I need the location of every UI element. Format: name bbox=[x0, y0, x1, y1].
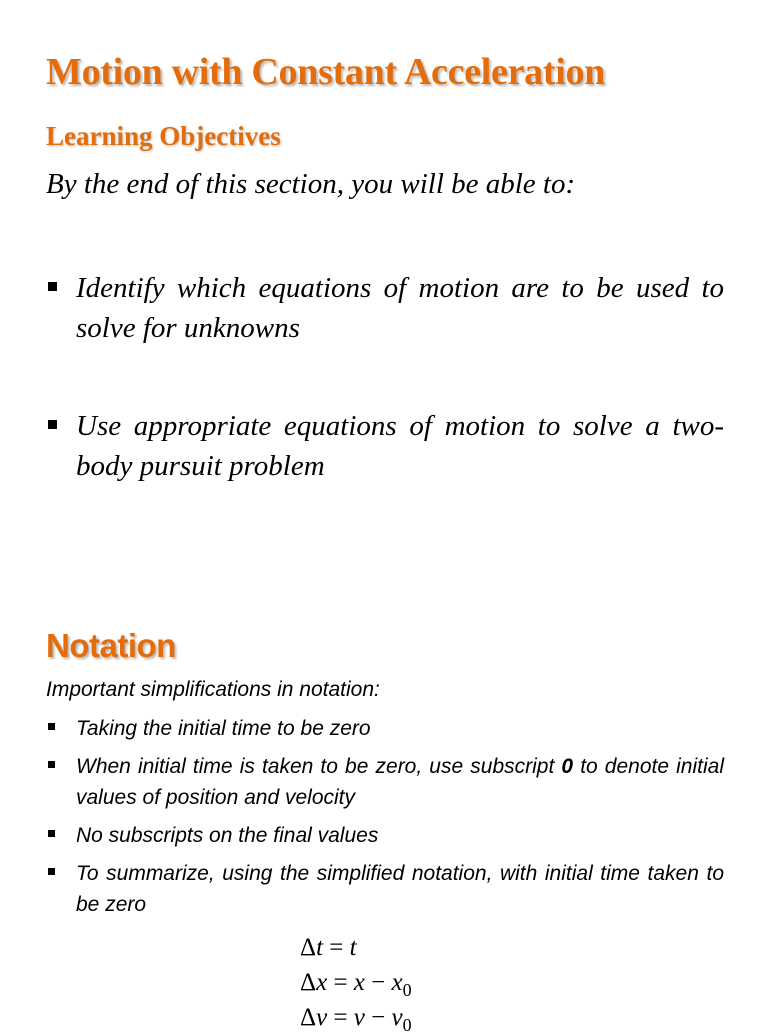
equation-rhs: v bbox=[353, 1004, 365, 1031]
slide-title: Notation bbox=[46, 627, 176, 664]
list-item bbox=[46, 406, 724, 486]
initial-variable: v bbox=[391, 1004, 403, 1031]
notation-text bbox=[76, 751, 724, 813]
notation-intro: Important simplifications in notation: bbox=[46, 678, 380, 701]
square-bullet-icon bbox=[48, 420, 57, 429]
notation-text-after: to denote initial values of position and velocity bbox=[76, 755, 725, 809]
slide-notation bbox=[0, 600, 768, 1035]
list-item bbox=[46, 268, 724, 348]
list-item bbox=[46, 820, 724, 851]
notation-text: Taking the initial time to be zero bbox=[76, 717, 371, 740]
section-subtitle: Learning Objectives bbox=[46, 121, 281, 151]
minus-sign: − bbox=[364, 969, 392, 996]
equation-delta-t bbox=[300, 930, 412, 965]
equals-sign: = bbox=[323, 934, 350, 961]
notation-text-before: When initial time is taken to be zero, use subscript bbox=[76, 755, 562, 778]
objectives-list bbox=[46, 268, 724, 544]
list-item bbox=[46, 713, 724, 744]
square-bullet-icon bbox=[48, 868, 55, 875]
list-item bbox=[46, 751, 724, 813]
equation-lhs: t bbox=[316, 934, 324, 961]
equation-rhs: t bbox=[349, 934, 357, 961]
equation-block bbox=[300, 930, 412, 1035]
subscript-zero: 0 bbox=[402, 1015, 412, 1035]
list-item bbox=[46, 858, 724, 920]
equals-sign: = bbox=[327, 969, 354, 996]
minus-sign: − bbox=[364, 1004, 392, 1031]
subscript-zero-emphasis: 0 bbox=[561, 755, 574, 778]
objective-text: Use appropriate equations of motion to solve a two-body pursuit problem bbox=[76, 410, 724, 482]
delta-symbol: Δ bbox=[300, 934, 317, 961]
square-bullet-icon bbox=[48, 761, 55, 768]
subscript-zero: 0 bbox=[402, 980, 412, 1000]
notation-list bbox=[46, 713, 724, 927]
notation-text: No subscripts on the final values bbox=[76, 824, 379, 847]
equation-delta-v bbox=[300, 1000, 412, 1035]
objectives-intro: By the end of this section, you will be able to: bbox=[46, 168, 576, 200]
equation-rhs: x bbox=[353, 969, 365, 996]
initial-variable: x bbox=[391, 969, 403, 996]
square-bullet-icon bbox=[48, 830, 55, 837]
square-bullet-icon bbox=[48, 723, 55, 730]
slide-title: Motion with Constant Acceleration bbox=[46, 51, 605, 93]
delta-symbol: Δ bbox=[300, 1004, 317, 1031]
equation-lhs: x bbox=[316, 969, 328, 996]
square-bullet-icon bbox=[48, 282, 57, 291]
equation-lhs: v bbox=[316, 1004, 328, 1031]
notation-text: To summarize, using the simplified notation, with initial time taken to be zero bbox=[76, 862, 724, 916]
equation-delta-x bbox=[300, 965, 412, 1000]
equals-sign: = bbox=[327, 1004, 354, 1031]
objective-text: Identify which equations of motion are to be used to solve for unknowns bbox=[76, 272, 724, 344]
delta-symbol: Δ bbox=[300, 969, 317, 996]
